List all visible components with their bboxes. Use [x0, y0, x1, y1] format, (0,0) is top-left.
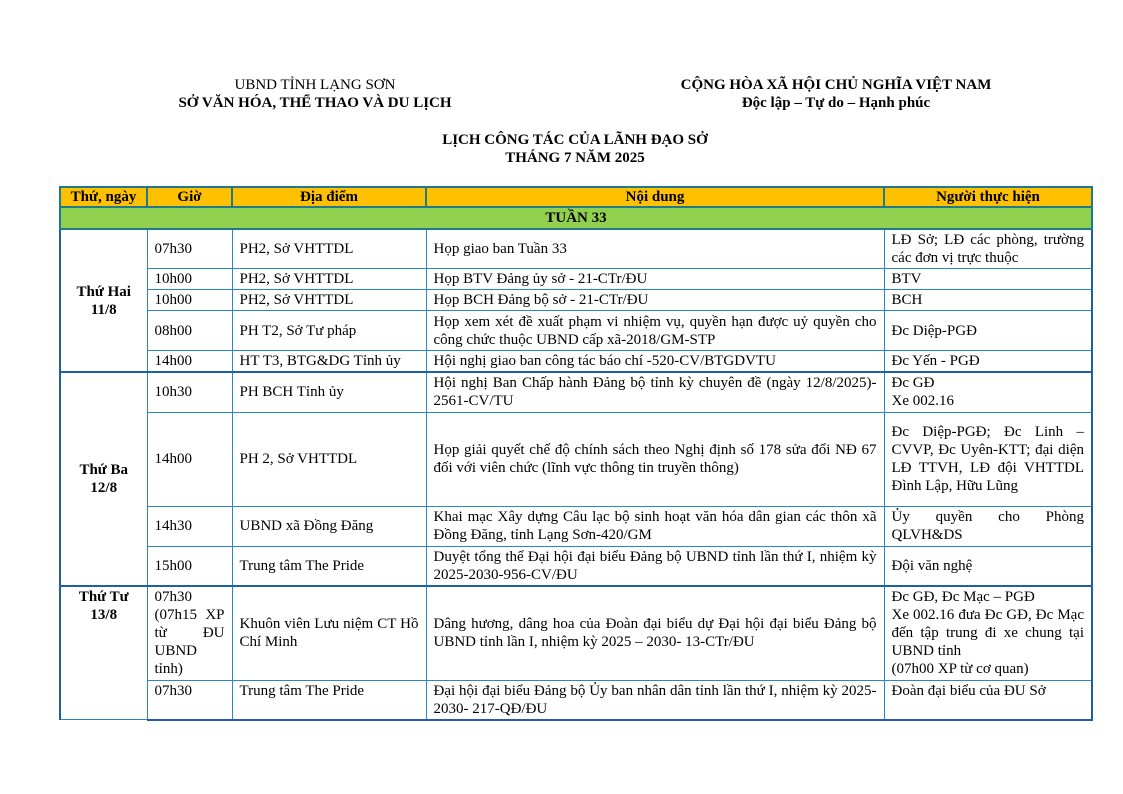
person-cell: BCH [884, 290, 1092, 311]
place-cell: PH T2, Sở Tư pháp [232, 311, 426, 351]
time-line: (07h15 XP từ ĐU UBND tỉnh) [154, 607, 225, 678]
table-row [60, 506, 1092, 546]
schedule-table [59, 186, 1093, 721]
day-date: 13/8 [90, 607, 118, 623]
place-cell: PH2, Sở VHTTDL [232, 290, 426, 311]
person-line: Đc GĐ, Đc Mạc – PGĐ [891, 589, 1035, 606]
person-cell [884, 586, 1092, 680]
content-cell: Hội nghị giao ban công tác báo chí -520-CV/BTGDVTU [426, 351, 884, 373]
country-name: CỘNG HÒA XÃ HỘI CHỦ NGHĨA VIỆT NAM [680, 77, 992, 93]
day-cell-wednesday [60, 586, 147, 720]
time-cell: 14h30 [147, 506, 232, 546]
place-cell: HT T3, BTG&DG Tỉnh ủy [232, 351, 426, 373]
title-line-1: LỊCH CÔNG TÁC CỦA LÃNH ĐẠO SỞ [442, 132, 708, 148]
table-row [60, 311, 1092, 351]
content-cell: Họp BTV Đảng ủy sở - 21-CTr/ĐU [426, 269, 884, 290]
content-cell: Họp BCH Đảng bộ sở - 21-CTr/ĐU [426, 290, 884, 311]
person-cell: Đội văn nghệ [884, 546, 1092, 586]
person-line: Đc GĐ [891, 375, 935, 392]
week-row [60, 207, 1092, 229]
place-cell: Trung tâm The Pride [232, 680, 426, 720]
time-cell [147, 586, 232, 680]
table-row [60, 269, 1092, 290]
day-name: Thứ Ba [79, 462, 129, 478]
province-committee: UBND TỈNH LẠNG SƠN [234, 77, 396, 93]
place-cell: PH2, Sở VHTTDL [232, 269, 426, 290]
day-date: 12/8 [90, 480, 118, 496]
person-cell: Đc Diệp-PGĐ [884, 311, 1092, 351]
place-cell: Khuôn viên Lưu niệm CT Hồ Chí Minh [232, 586, 426, 680]
time-cell: 10h00 [147, 269, 232, 290]
table-row [60, 546, 1092, 586]
person-line: Xe 002.16 [891, 393, 954, 410]
col-header-person: Người thực hiện [884, 187, 1092, 207]
time-cell: 07h30 [147, 680, 232, 720]
person-cell: Đc Yến - PGĐ [884, 351, 1092, 373]
content-cell: Khai mạc Xây dựng Câu lạc bộ sinh hoạt văn hóa dân gian các thôn xã Đồng Đăng, tỉnh Lạng Sơn-420/GM [426, 506, 884, 546]
day-date: 11/8 [90, 301, 117, 318]
time-line: 07h30 [154, 589, 192, 606]
col-header-time: Giờ [147, 187, 232, 207]
person-cell: Ủy quyền cho Phòng QLVH&DS [884, 506, 1092, 546]
col-header-day: Thứ, ngày [60, 187, 147, 207]
table-row [60, 290, 1092, 311]
place-cell: UBND xã Đồng Đăng [232, 506, 426, 546]
content-cell: Họp giải quyết chế độ chính sách theo Nghị định số 178 sửa đổi NĐ 67 đối với viên chức (lĩnh vực thông tin truyền thông) [426, 412, 884, 506]
person-cell: Đoàn đại biểu của ĐU Sở [884, 680, 1092, 720]
table-row [60, 229, 1092, 269]
day-name: Thứ Tư [78, 589, 129, 605]
content-cell: Duyệt tổng thể Đại hội đại biểu Đảng bộ UBND tỉnh lần thứ I, nhiệm kỳ 2025-2030-956-CV/ĐU [426, 546, 884, 586]
person-line: (07h00 XP từ cơ quan) [891, 661, 1029, 678]
day-name: Thứ Hai [76, 283, 131, 300]
content-cell: Họp giao ban Tuần 33 [426, 229, 884, 269]
person-cell: BTV [884, 269, 1092, 290]
table-row [60, 351, 1092, 373]
time-cell: 14h00 [147, 351, 232, 373]
day-cell-monday [60, 229, 147, 372]
page-title [0, 131, 1123, 167]
time-cell: 07h30 [147, 229, 232, 269]
place-cell: Trung tâm The Pride [232, 546, 426, 586]
time-cell: 10h30 [147, 372, 232, 412]
time-cell: 08h00 [147, 311, 232, 351]
department-name: SỞ VĂN HÓA, THỂ THAO VÀ DU LỊCH [178, 95, 452, 111]
issuing-agency [165, 76, 465, 112]
table-row [60, 586, 1092, 680]
content-cell: Họp xem xét đề xuất phạm vi nhiệm vụ, quyền hạn được uỷ quyền cho công chức thuộc UBND cấp xã-2018/GM-STP [426, 311, 884, 351]
table-row [60, 680, 1092, 720]
col-header-place: Địa điểm [232, 187, 426, 207]
time-cell: 15h00 [147, 546, 232, 586]
person-cell [884, 372, 1092, 412]
place-cell: PH 2, Sở VHTTDL [232, 412, 426, 506]
place-cell: PH2, Sở VHTTDL [232, 229, 426, 269]
table-row [60, 372, 1092, 412]
person-cell: Đc Diệp-PGĐ; Đc Linh – CVVP, Đc Uyên-KTT; đại diện LĐ TTVH, LĐ đội VHTTDL Đình Lập, Hữu Lũng [884, 412, 1092, 506]
table-header-row [60, 187, 1092, 207]
national-motto [640, 76, 1032, 112]
table-row [60, 412, 1092, 506]
content-cell: Dâng hương, dâng hoa của Đoàn đại biểu dự Đại hội đại biểu Đảng bộ UBND tỉnh lần I, nhiệm kỳ 2025 – 2030- 13-CTr/ĐU [426, 586, 884, 680]
place-cell: PH BCH Tỉnh ủy [232, 372, 426, 412]
person-line: Xe 002.16 đưa Đc GĐ, Đc Mạc đến tập trung đi xe chung tại UBND tỉnh [891, 607, 1084, 660]
time-cell: 10h00 [147, 290, 232, 311]
day-cell-tuesday [60, 372, 147, 586]
motto: Độc lập – Tự do – Hạnh phúc [741, 95, 931, 111]
person-cell: LĐ Sở; LĐ các phòng, trường các đơn vị trực thuộc [884, 229, 1092, 269]
week-label: TUẦN 33 [60, 207, 1092, 229]
time-cell: 14h00 [147, 412, 232, 506]
title-line-2: THÁNG 7 NĂM 2025 [505, 150, 645, 166]
col-header-content: Nội dung [426, 187, 884, 207]
content-cell: Đại hội đại biểu Đảng bộ Ủy ban nhân dân tỉnh lần thứ I, nhiệm kỳ 2025-2030- 217-QĐ/ĐU [426, 680, 884, 720]
content-cell: Hội nghị Ban Chấp hành Đảng bộ tỉnh kỳ chuyên đề (ngày 12/8/2025)- 2561-CV/TU [426, 372, 884, 412]
